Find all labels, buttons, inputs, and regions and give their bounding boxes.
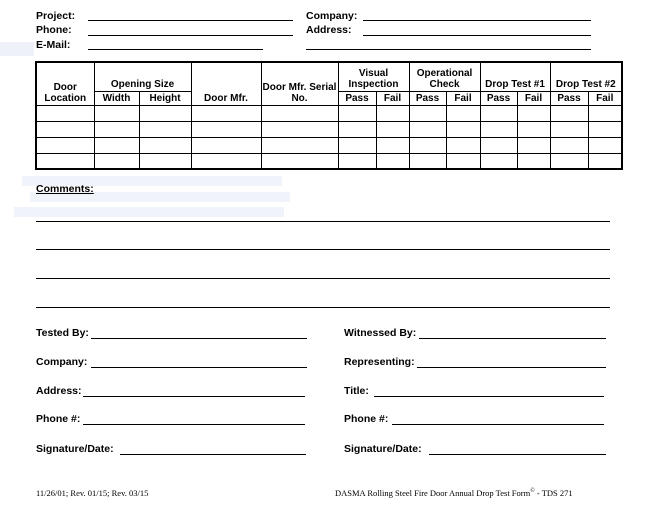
drop2-pass: Pass (550, 91, 588, 105)
col-operational-check: Operational Check (409, 62, 480, 91)
signature-right-label: Signature/Date: (344, 443, 422, 455)
phone-left-label: Phone #: (36, 413, 81, 425)
table-row[interactable] (36, 153, 622, 169)
visual-pass: Pass (338, 91, 376, 105)
company-label: Company: (306, 10, 358, 22)
representing-line[interactable] (417, 367, 606, 368)
visual-fail: Fail (376, 91, 409, 105)
phone-left-line[interactable] (83, 424, 305, 425)
copyright-mark: © (530, 488, 535, 495)
phone-input-line[interactable] (88, 35, 293, 36)
comment-line[interactable] (36, 307, 610, 308)
signature-left-label: Signature/Date: (36, 443, 114, 455)
address-left-label: Address: (36, 385, 82, 397)
col-opening-size: Opening Size (94, 62, 191, 91)
tested-by-label: Tested By: (36, 327, 89, 339)
signature-left-line[interactable] (120, 454, 306, 455)
witnessed-by-label: Witnessed By: (344, 327, 417, 339)
inspection-table (35, 61, 623, 170)
title-label: Title: (344, 385, 369, 397)
comment-line[interactable] (36, 221, 610, 222)
col-height: Height (139, 91, 191, 105)
address-left-line[interactable] (83, 396, 305, 397)
company-left-label: Company: (36, 356, 88, 368)
table-row[interactable] (36, 137, 622, 153)
col-serial-no: Door Mfr. Serial No. (261, 62, 338, 105)
drop1-fail: Fail (517, 91, 550, 105)
phone-right-line[interactable] (392, 424, 604, 425)
table-row[interactable] (36, 105, 622, 121)
revision-dates: 11/26/01; Rev. 01/15; Rev. 03/15 (36, 488, 149, 498)
col-drop-test-2: Drop Test #2 (550, 62, 622, 91)
drop2-fail: Fail (588, 91, 622, 105)
company-input-line[interactable] (363, 20, 591, 21)
address-label: Address: (306, 24, 352, 36)
comment-line[interactable] (36, 278, 610, 279)
operational-pass: Pass (409, 91, 446, 105)
form-footer-title (335, 488, 573, 498)
witnessed-by-line[interactable] (419, 338, 606, 339)
form-number: - TDS 271 (534, 488, 573, 498)
representing-label: Representing: (344, 356, 415, 368)
table-row[interactable] (36, 121, 622, 137)
operational-fail: Fail (446, 91, 480, 105)
comment-line[interactable] (36, 249, 610, 250)
project-input-line[interactable] (88, 20, 293, 21)
title-line[interactable] (374, 396, 604, 397)
phone-label: Phone: (36, 24, 72, 36)
col-visual-inspection: Visual Inspection (338, 62, 409, 91)
address-input-line[interactable] (363, 35, 591, 36)
project-label: Project: (36, 10, 76, 22)
drop1-pass: Pass (480, 91, 517, 105)
tested-by-line[interactable] (91, 338, 307, 339)
col-door-location: Door Location (36, 62, 94, 105)
form-title-text: DASMA Rolling Steel Fire Door Annual Drop Test Form (335, 488, 531, 498)
company-left-line[interactable] (91, 367, 307, 368)
col-width: Width (94, 91, 139, 105)
table-header-row-1 (36, 62, 622, 91)
comments-label: Comments: (36, 183, 94, 195)
address-input-line-2[interactable] (306, 49, 591, 50)
phone-right-label: Phone #: (344, 413, 389, 425)
col-drop-test-1: Drop Test #1 (480, 62, 550, 91)
col-door-mfr: Door Mfr. (191, 62, 261, 105)
signature-right-line[interactable] (429, 454, 606, 455)
email-label: E-Mail: (36, 39, 71, 51)
email-input-line[interactable] (88, 49, 263, 50)
